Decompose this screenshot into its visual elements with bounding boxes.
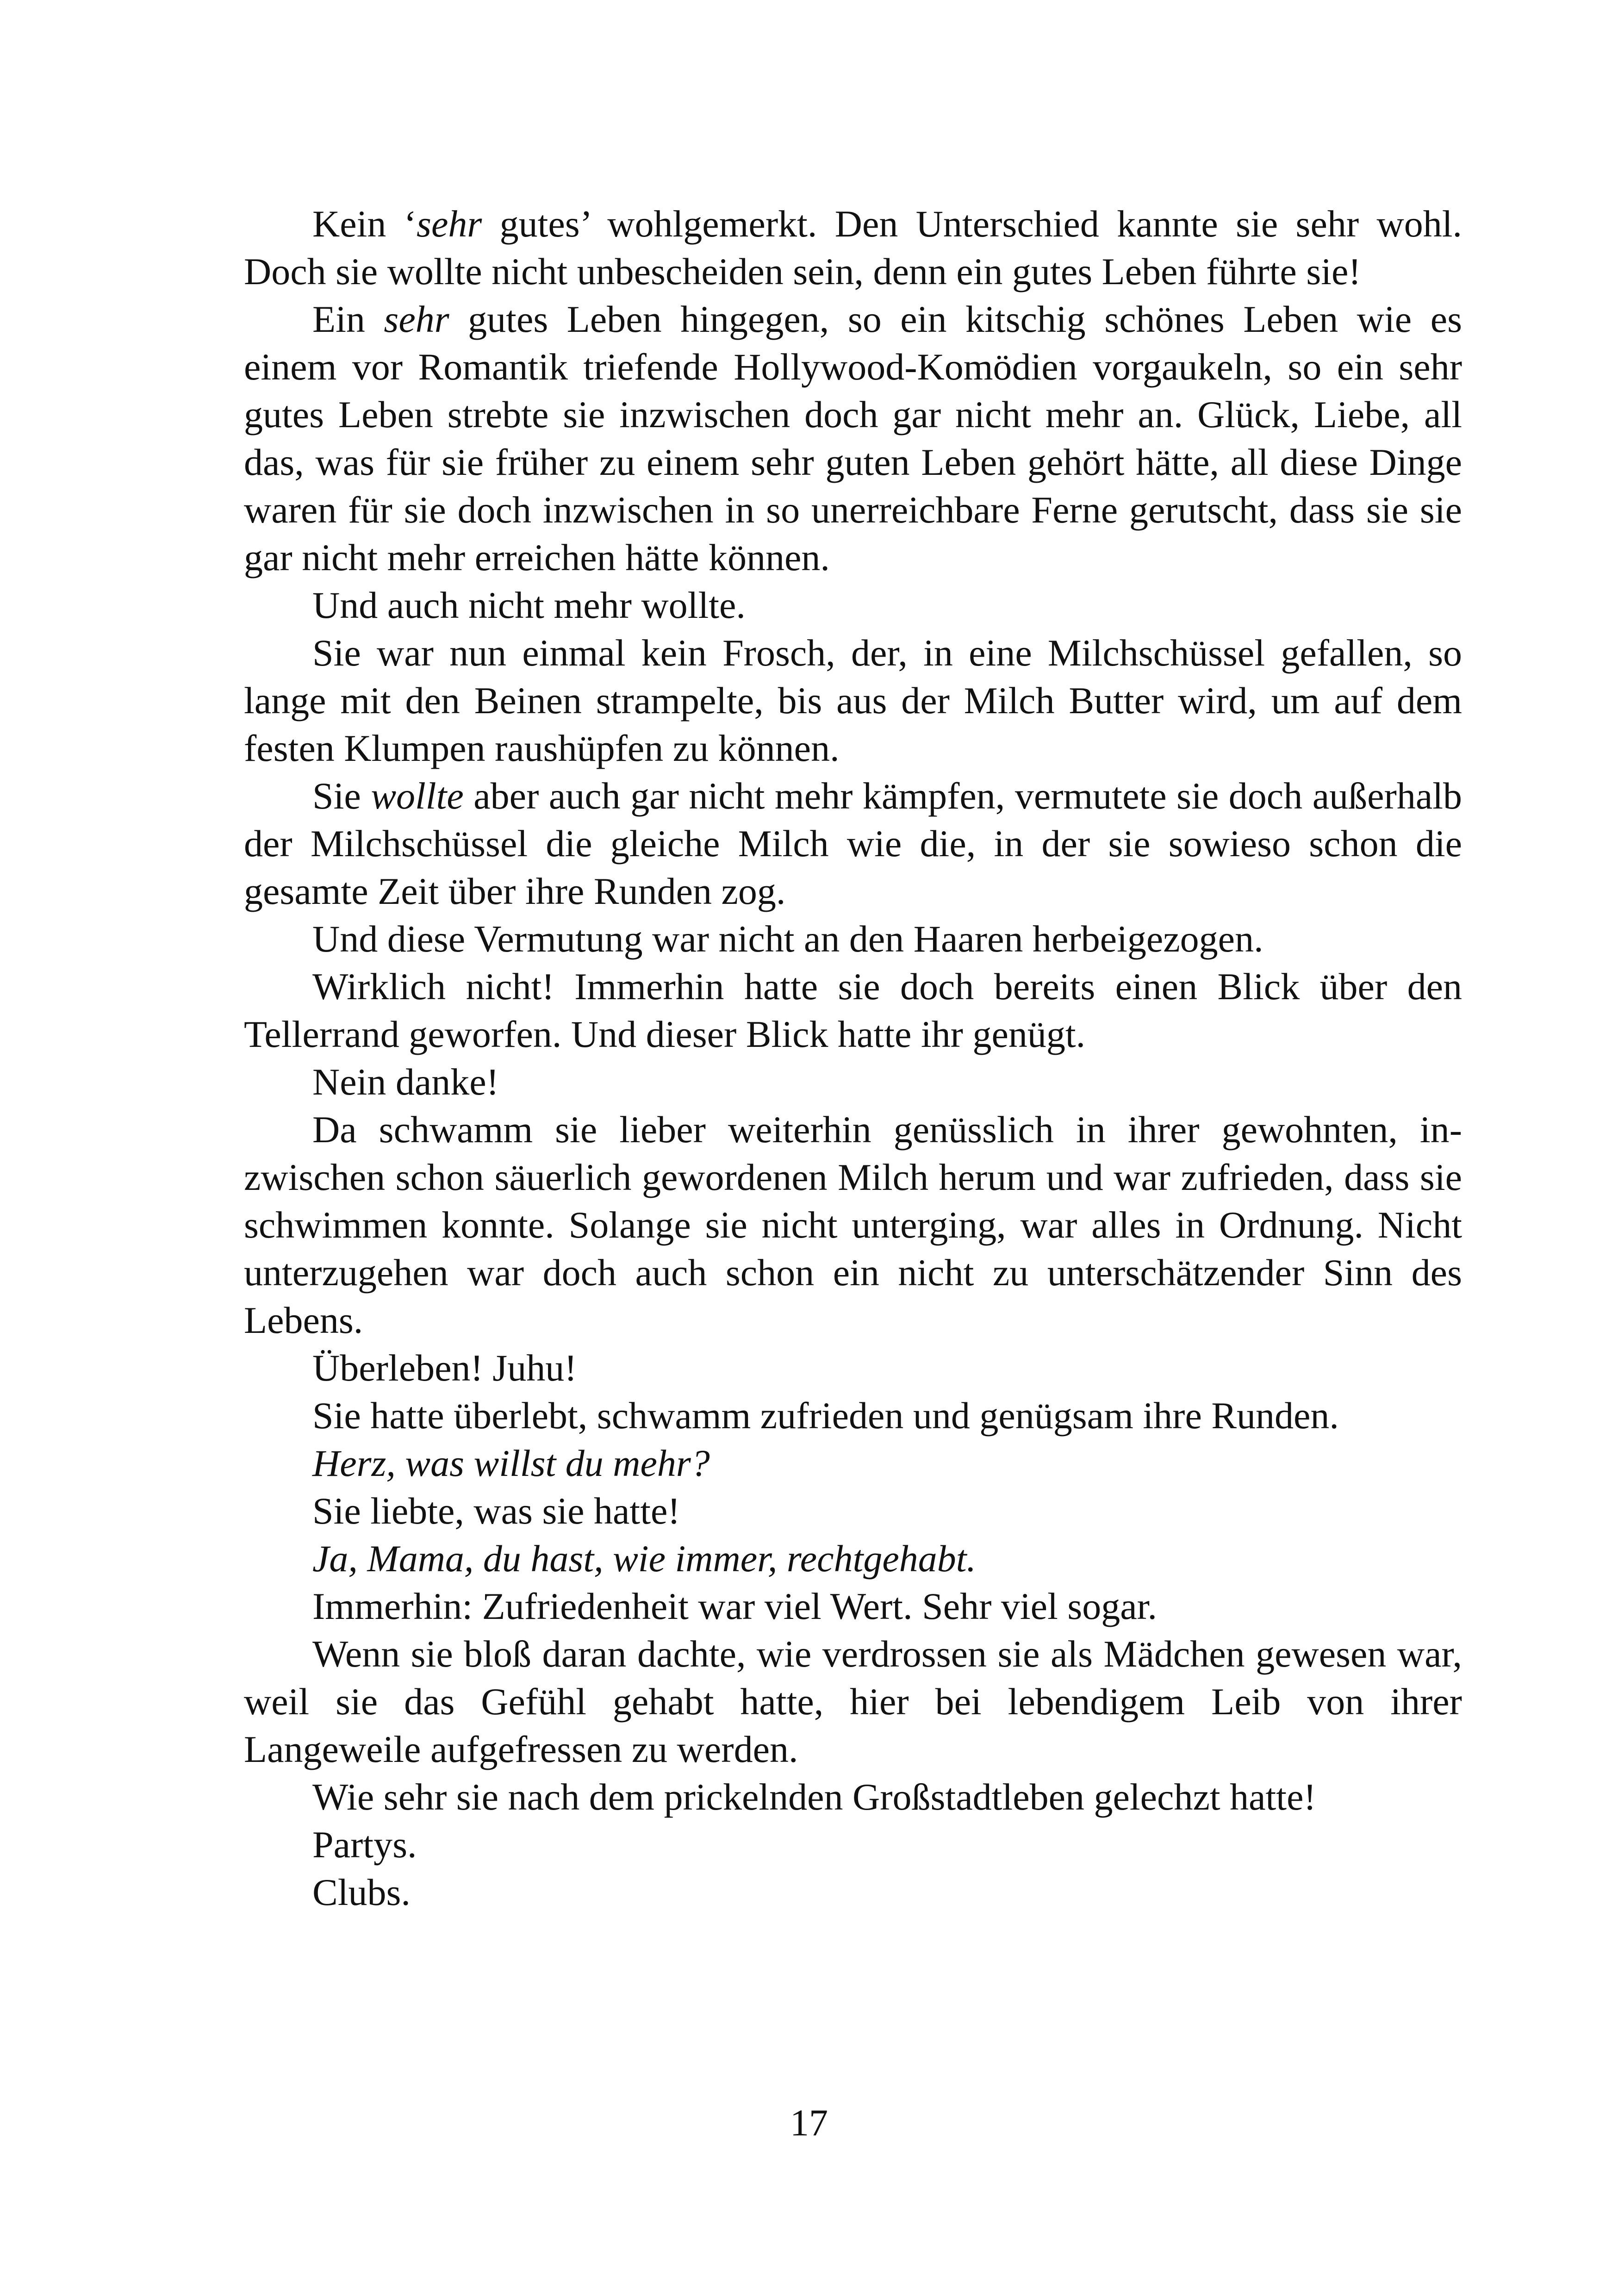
italic-text: wollte	[371, 775, 464, 817]
text-run: Nein danke!	[312, 1061, 499, 1103]
paragraph	[244, 915, 1462, 963]
paragraph	[244, 1821, 1462, 1868]
text-run: Partys.	[312, 1823, 417, 1866]
text-run: Da schwamm sie lieber weiterhin genüsslich in ihrer gewohnten, inzwischen schon säuerlich gewordenen Milch herum und war zufrieden, dass sie schwimmen konnte. Solange sie nicht unterging, war alles in Ordnung. Nicht unterzugehen war doch auch schon ein nicht zu unterschätzender Sinn des Lebens.	[244, 1108, 1462, 1341]
text-run: Ein	[312, 298, 384, 340]
text-run: Immerhin: Zufriedenheit war viel Wert. Sehr viel sogar.	[312, 1585, 1157, 1627]
text-run: Sie hatte überlebt, schwamm zufrieden und genügsam ihre Runden.	[312, 1394, 1339, 1437]
body-text	[244, 200, 1462, 1916]
paragraph	[244, 629, 1462, 772]
italic-text: Herz, was willst du mehr?	[312, 1442, 710, 1484]
text-run: Überleben! Juhu!	[312, 1347, 577, 1389]
paragraph	[244, 581, 1462, 629]
text-run: Kein ‘	[312, 203, 417, 245]
paragraph	[244, 1773, 1462, 1821]
paragraph	[244, 1106, 1462, 1344]
page-number: 17	[790, 2102, 828, 2144]
text-run: Clubs.	[312, 1871, 411, 1913]
text-run: Und auch nicht mehr wollte.	[312, 584, 746, 626]
paragraph	[244, 1392, 1462, 1439]
paragraph	[244, 963, 1462, 1058]
italic-text: sehr	[384, 298, 449, 340]
text-run: aber auch gar nicht mehr kämpfen, vermutete sie doch außerhalb der Milchschüssel die gleiche Milch wie die, in der sie sowieso schon die gesamte Zeit über ihre Runden zog.	[244, 775, 1462, 912]
text-run: gutes Leben hingegen, so ein kitschig schönes Leben wie es einem vor Romantik triefende Hollywood-Komödien vorgaukeln, so ein sehr gutes Leben strebte sie inzwischen doch gar nicht mehr an. Glück, Liebe, all das, was für sie früher zu einem sehr guten Leben gehört hätte, all diese Dinge waren für sie doch inzwischen in so unerreichbare Ferne gerutscht, dass sie sie gar nicht mehr erreichen hätte können.	[244, 298, 1462, 579]
text-run: Wie sehr sie nach dem prickelnden Großstadtleben gelechzt hatte!	[312, 1776, 1316, 1818]
paragraph	[244, 295, 1462, 581]
text-run: gutes’ wohlgemerkt. Den Unterschied kannte sie sehr wohl. Doch sie wollte nicht unbescheiden sein, denn ein gutes Leben führte sie!	[244, 203, 1462, 292]
text-run: Wirklich nicht! Immerhin hatte sie doch bereits einen Blick über den Tellerrand geworfen. Und dieser Blick hatte ihr genügt.	[244, 965, 1462, 1055]
text-run: Sie war nun einmal kein Frosch, der, in eine Milchschüssel gefallen, so lange mit den Beinen strampelte, bis aus der Milch Butter wird, um auf dem festen Klumpen raushüpfen zu können.	[244, 632, 1462, 769]
text-run: Und diese Vermutung war nicht an den Haaren herbeigezogen.	[312, 918, 1263, 960]
italic-text: sehr	[417, 203, 482, 245]
text-run: Sie liebte, was sie hatte!	[312, 1490, 680, 1532]
text-run: Sie	[312, 775, 371, 817]
paragraph	[244, 1868, 1462, 1916]
paragraph	[244, 1344, 1462, 1392]
paragraph	[244, 1582, 1462, 1630]
paragraph	[244, 1630, 1462, 1773]
paragraph	[244, 772, 1462, 915]
paragraph	[244, 1058, 1462, 1106]
paragraph	[244, 1535, 1462, 1582]
paragraph	[244, 200, 1462, 295]
paragraph	[244, 1487, 1462, 1535]
italic-text: Ja, Mama, du hast, wie immer, rechtgehabt.	[312, 1537, 977, 1580]
text-run: Wenn sie bloß daran dachte, wie verdrossen sie als Mädchen gewesen war, weil sie das Gefühl gehabt hatte, hier bei lebendigem Leib von ihrer Langeweile aufgefressen zu werden.	[244, 1633, 1462, 1770]
paragraph	[244, 1439, 1462, 1487]
